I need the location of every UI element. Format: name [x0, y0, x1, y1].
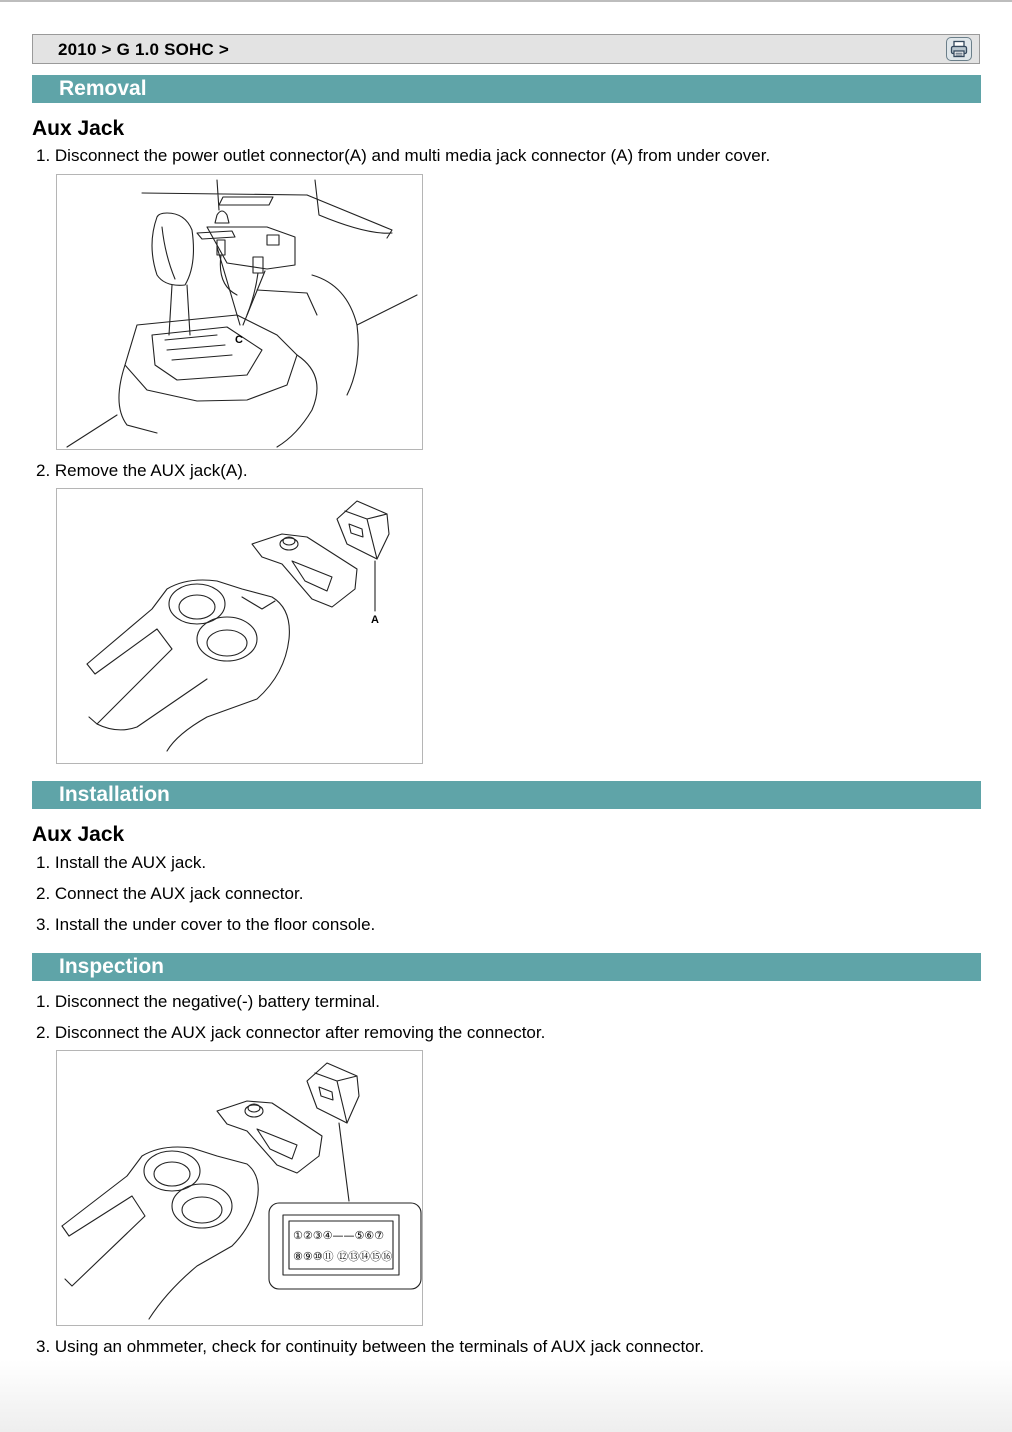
figure-remove-aux-jack [56, 488, 423, 764]
section-title: Removal [59, 77, 147, 100]
installation-step-3: 3. Install the under cover to the floor console. [36, 915, 376, 934]
callout-a: A [371, 614, 379, 626]
section-header-removal [32, 75, 981, 103]
installation-step-1: 1. Install the AUX jack. [36, 853, 207, 872]
inspection-step-3: 3. Using an ohmmeter, check for continuity between the terminals of AUX jack connector. [36, 1337, 705, 1356]
inspection-step-2: 2. Disconnect the AUX jack connector after removing the connector. [36, 1023, 546, 1042]
print-button[interactable] [946, 37, 972, 61]
section-header-installation [32, 781, 981, 809]
connector-pins-row-2: ⑧⑨⑩⑪ ⑫⑬⑭⑮⑯ [293, 1250, 393, 1263]
subheading-aux-jack: Aux Jack [32, 823, 125, 846]
section-header-inspection [32, 953, 981, 981]
removal-step-2: 2. Remove the AUX jack(A). [36, 461, 248, 480]
subheading-aux-jack: Aux Jack [32, 117, 125, 140]
top-border [0, 0, 1012, 2]
connector-pins-row-1: ①②③④——⑤⑥⑦ [293, 1229, 385, 1242]
printer-icon [950, 40, 968, 58]
callout-c: C [235, 334, 243, 346]
figure-under-cover-connectors [56, 174, 423, 450]
inspection-step-1: 1. Disconnect the negative(-) battery terminal. [36, 992, 380, 1011]
breadcrumb[interactable]: 2010 > G 1.0 SOHC > [58, 40, 230, 59]
section-title: Installation [59, 783, 170, 806]
removal-step-1: 1. Disconnect the power outlet connector(A) and multi media jack connector (A) from under cover. [36, 146, 771, 165]
figure-aux-jack-connector [56, 1050, 423, 1326]
section-title: Inspection [59, 955, 165, 978]
breadcrumb-bar [32, 34, 980, 64]
installation-step-2: 2. Connect the AUX jack connector. [36, 884, 304, 903]
page-bottom-shadow [0, 1360, 1012, 1432]
